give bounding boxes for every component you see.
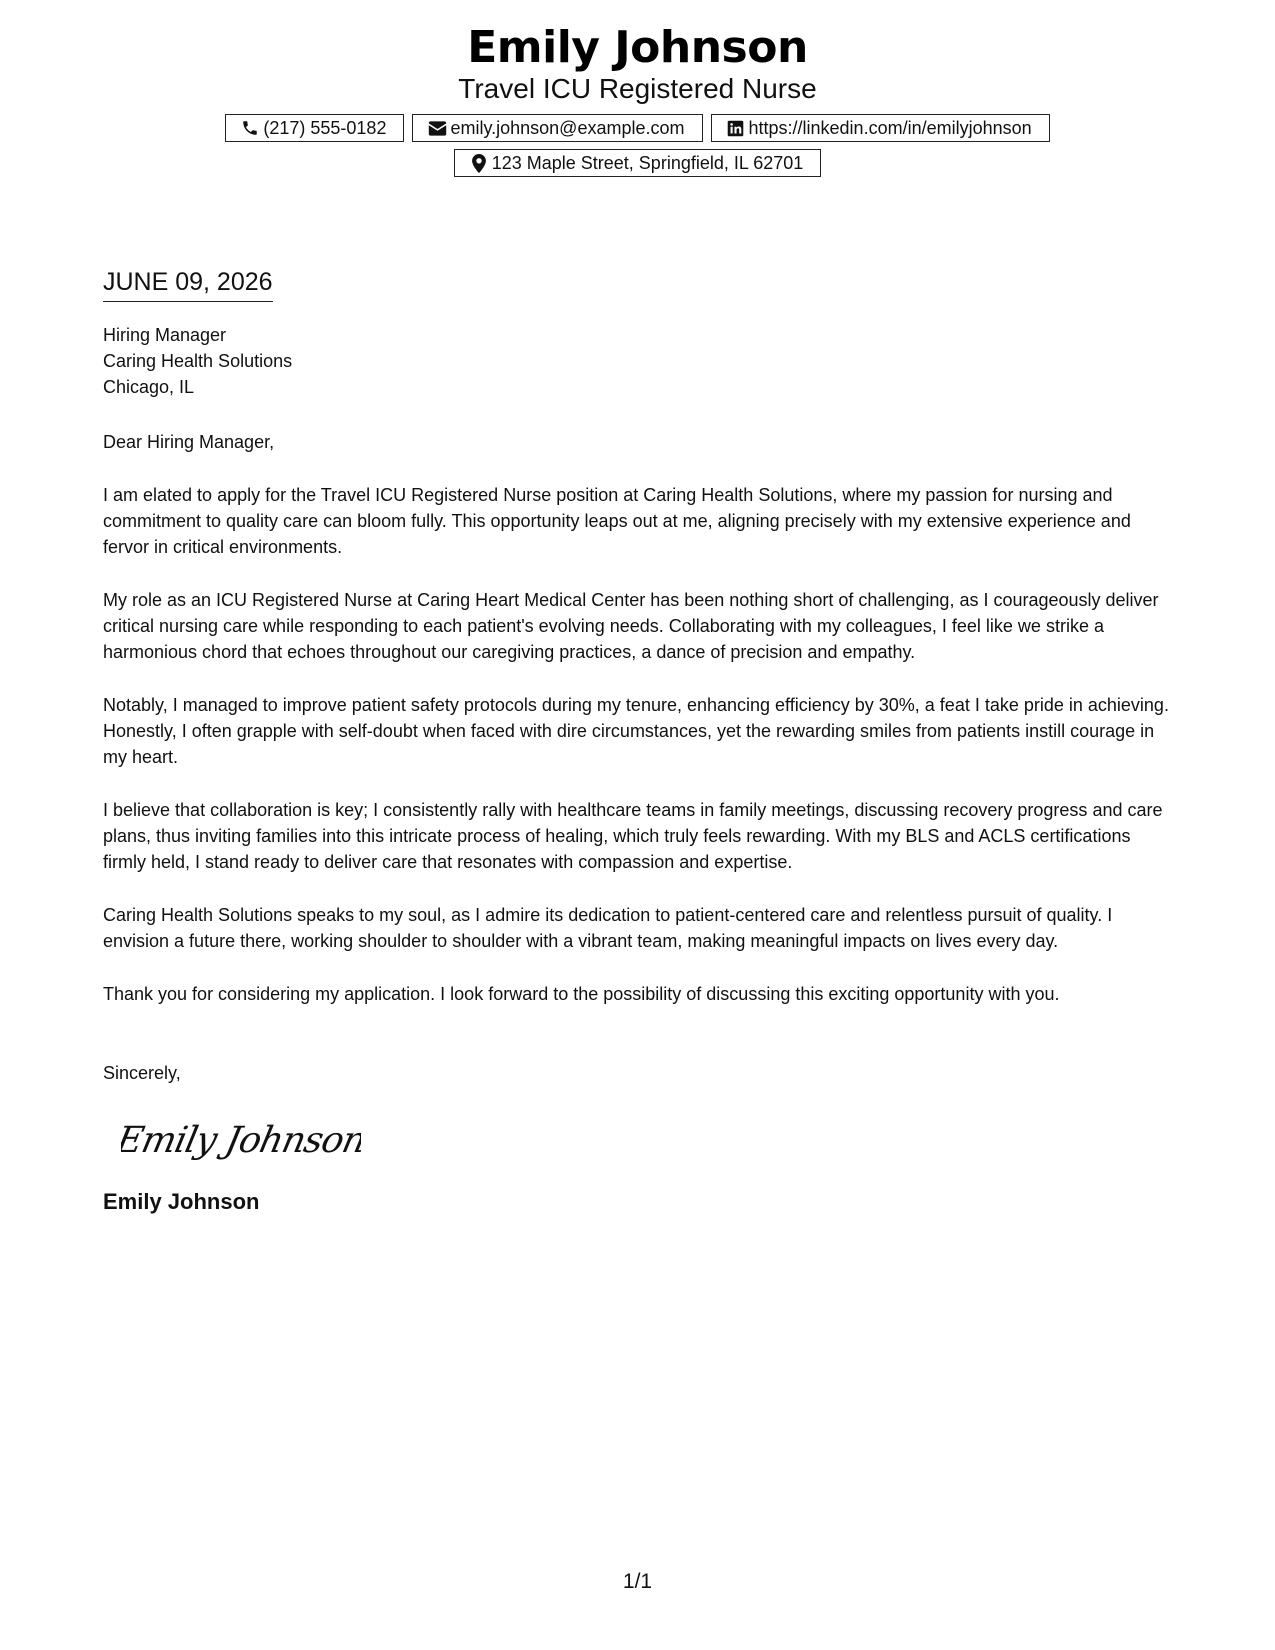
body-paragraph: I believe that collaboration is key; I consistently rally with healthcare teams in family meetings, discussing recovery progress and care plans, thus inviting families into this intricate process of healing, which truly feels rewarding. With my BLS and ACLS certifications firmly held, I stand ready to deliver care that resonates with compassion and expertise. <box>103 800 1163 872</box>
address-text: 123 Maple Street, Springfield, IL 62701 <box>491 153 804 173</box>
email-contact[interactable] <box>412 114 702 142</box>
recipient-line: Hiring Manager <box>103 325 227 345</box>
applicant-title: Travel ICU Registered Nurse <box>458 73 817 104</box>
body-paragraph: Caring Health Solutions speaks to my soul, as I admire its dedication to patient-centered care and relentless pursuit of quality. I envision a future there, working shoulder to shoulder with a vibrant team, making meaningful impacts on lives every day. <box>103 905 1113 951</box>
body-paragraph: My role as an ICU Registered Nurse at Caring Heart Medical Center has been nothing short of challenging, as I courageously deliver critical nursing care while responding to each patient's evolving needs. Collaborating with my colleagues, I feel like we strike a harmonious chord that echoes throughout our caregiving practices, a dance of precision and empathy. <box>103 590 1159 662</box>
page-indicator: 1/1 <box>622 1570 653 1593</box>
handwritten-signature <box>121 1112 1178 1172</box>
body-paragraph: Notably, I managed to improve patient safety protocols during my tenure, enhancing efficiency by 30%, a feat I take pride in achieving. Honestly, I often grapple with self-doubt when faced with dire circumstances, yet the rewarding smiles from patients instill courage in my heart. <box>103 695 1169 767</box>
linkedin-icon <box>726 119 746 137</box>
recipient-block <box>103 322 1178 400</box>
recipient-location: Chicago, IL <box>103 377 195 397</box>
email-text: emily.johnson@example.com <box>450 118 685 138</box>
recipient-company: Caring Health Solutions <box>103 351 293 371</box>
map-marker-icon <box>469 154 489 172</box>
envelope-icon <box>427 119 447 137</box>
body-paragraph: I am elated to apply for the Travel ICU Registered Nurse position at Caring Health Solutions, where my passion for nursing and commitment to quality care can bloom fully. This opportunity leaps out at me, aligning precisely with my extensive experience and fervor in critical environments. <box>103 485 1131 557</box>
signature-image-text: Emily Johnson <box>121 1118 361 1161</box>
closing: Sincerely, <box>103 1063 181 1083</box>
applicant-name: Emily Johnson <box>467 22 808 73</box>
contact-row-secondary <box>0 149 1275 177</box>
body-paragraph: Thank you for considering my application. I look forward to the possibility of discussing this exciting opportunity with you. <box>103 984 1060 1004</box>
linkedin-text: https://linkedin.com/in/emilyjohnson <box>748 118 1032 138</box>
letter-body <box>103 266 1178 1216</box>
letter-date: JUNE 09, 2026 <box>103 266 273 302</box>
linkedin-contact[interactable] <box>711 114 1050 142</box>
signer-name: Emily Johnson <box>103 1189 260 1214</box>
phone-text: (217) 555-0182 <box>263 118 387 138</box>
letter-header <box>0 22 1275 177</box>
phone-icon <box>240 119 260 137</box>
address-contact[interactable] <box>454 149 822 177</box>
contact-row-primary <box>0 114 1275 142</box>
salutation: Dear Hiring Manager, <box>103 432 275 452</box>
phone-contact[interactable] <box>225 114 404 142</box>
